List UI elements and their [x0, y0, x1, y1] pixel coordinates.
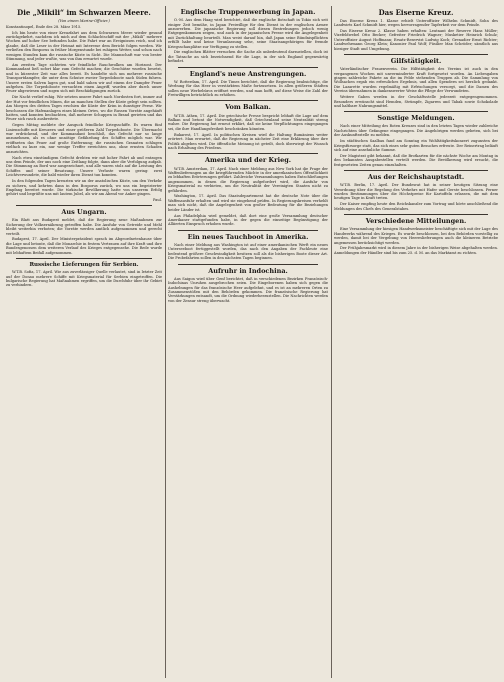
column-left [6, 6, 162, 678]
article-paragraph: Am zweiten Tage sichteten wir feindliche Rauchwolken am Horizont. Der Kommandant ließ sofort klar zum Gefecht machen; die Geschütze wurden besetzt, und in kürzester Zeit war alles bereit. Es handelte sich um mehrere russische Transportdampfer, die unter dem Schutze zweier Torpedoboote nach Süden fuhren. Unsere ersten Salven lagen gut, und bald sahen wir auf einem der Dampfer Feuer aufgehen. Die Torpedoboote versuchten einen Angriff, wurden aber durch unser Feuer abgewiesen und zogen sich mit Beschädigungen zurück. [6, 62, 162, 94]
article-paragraph: Gegen Mittag meldete der Ausguck feindliche Kriegsschiffe. Es waren fünf Linienschiffe mit Kreuzern und einer größeren Zahl Torpedoboote. Die Übermacht war erdrückend, und der Kommandant beschloß, das Gefecht nur so lange anzunehmen, als es ohne unnötige Gefährdung des Schiffes möglich war. Wir eröffneten das Feuer auf große Entfernung; die russischen Granaten schlugen vielfach zu kurz ein, nur wenige Treffer erreichten uns, ohne ernsten Schaden anzurichten. [6, 123, 162, 154]
article-headline: Vom Balkan. [225, 103, 271, 112]
article-paragraph: Ich bin heute von einer Kreuzfahrt aus dem Schwarzen Meere wieder gesund zurückgekehrt, nachdem ich mich auf dem Schlachtschiff mit der „Mikili“ mehrere Wochen auf hoher See befunden habe. Die Fahrt war an Ereignissen reich, und ich glaube, daß die Leser in der Heimat mit Interesse dem Bericht folgen werden. Wir verließen den Bosporus in früher Morgenstunde bei ruhigem Wetter, und schon nach wenigen Stunden kam die russische Küste in Sicht. Die Mannschaft war von bester Stimmung, und jeder wußte, was von ihm erwartet wurde. [6, 30, 162, 62]
article-paragraph: Eine Versammlung der hiesigen Handwerksmeister beschäftigte sich mit der Lage des Handwerks während des Krieges. Es wurde beschlossen, bei den Behörden vorstellig zu werden, damit bei der Vergebung von Heereslieferungen auch die kleineren Betriebe angemessen berücksichtigt werden. [334, 227, 498, 245]
section-separator [344, 214, 488, 215]
article-paragraph: Der Kaiser empfing heute den Reichskanzler zum Vortrag und hörte anschließend die Meldungen des Chefs des Generalstabes. [334, 202, 498, 211]
article-paragraph: Konstantinopel, Ende des 28. März 1915. [6, 24, 82, 29]
article-headline: Gilfstätigkeit. [390, 57, 442, 66]
article-paragraph: Der Frühjahrsmarkt wird in diesem Jahre in der bisherigen Weise abgehalten werden. Anmeldungen der Händler sind bis zum 25. d. M. an das Marktamt zu richten. [334, 246, 498, 255]
article-paragraph: Das Eiserne Kreuz 2. Klasse haben erhalten: Leutnant der Reserve Hans Müller; Vizefeldwebel Otto Becker; Gefreiter Friedrich Wagner; Musketier Heinrich Schulz; Unteroffizier August Hoffmann; Ersatz-Reservist Ludwig Koch; Grenadier Ernst Richter; Landwehrmann Georg Klein; Kanonier Paul Wolf; Füsilier Max Schröder; sämtlich aus hiesiger Stadt und Umgebung. [334, 29, 498, 51]
article-paragraph: Budapest, 17. April. Der Ministerpräsident sprach im Abgeordnetenhause über die Lage und betonte, daß die Monarchie in festem Vertrauen auf ihre Kraft und ihre Bundesgenossen dem weiteren Verlauf des Krieges entgegensehe. Die Rede wurde mit lebhaftem Beifall aufgenommen. [6, 237, 162, 255]
article-paragraph: W.T.B. Berlin, 17. April. Der Bundesrat hat in seiner heutigen Sitzung eine Verordnung über die Regelung des Verkehrs mit Hafer und Gerste beschlossen. Ferner wurden Bestimmungen über die Höchstpreise für Kartoffeln erlassen, die mit dem heutigen Tage in Kraft treten. [334, 183, 498, 201]
section-separator [178, 67, 318, 68]
column-middle [168, 6, 328, 678]
article-paragraph: Nach etwa einstündigem Gefecht drehten wir mit hoher Fahrt ab und entzogen uns dem Feinde, der uns noch eine Zeitlang folgte, dann aber die Verfolgung aufgab. Die Stimmung an Bord war ausgezeichnet, und alle waren stolz auf die Leistung des Schiffes und seiner Besatzung. Unsere Verluste waren gering: zwei Leichtverwundete, die bald wieder ihren Dienst tun konnten. [6, 155, 162, 178]
column-rule [331, 6, 332, 678]
article-headline: Aus Ungarn. [61, 208, 107, 217]
article-paragraph: W. Rotterdam, 17. April. Die Times berichtet, daß die Regierung beabsichtige, die Werbung für das Heer in verstärktem Maße fortzusetzen. In allen größeren Städten sollen neue Werbebüros eröffnet werden, und man hofft, auf diese Weise die Zahl der Freiwilligen beträchtlich zu erhöhen. [168, 79, 328, 98]
article-signature: Paul. [152, 198, 162, 203]
article-paragraph: Vaterländischer Frauenverein. Die Hilfstätigkeit des Vereins ist auch in den vergangenen Wochen mit unverminderter Kraft fortgesetzt worden. An Liebesgaben gingen zahlreiche Pakete an die im Felde stehenden Truppen ab. Die Sammlung von Wollsachen ergab ein erfreuliches Ergebnis, und allen Spendern sei herzlich gedankt. Die Lazarette wurden regelmäßig mit Erfrischungen versorgt, und die Damen des Vereins übernahmen in dankenswerter Weise die Pflege der Verwundeten. [334, 67, 498, 94]
article-headline: Ein neues Tauchboot in Amerika. [187, 232, 309, 241]
article-paragraph: In den folgenden Tagen kreuzten wir an der anatolischen Küste, um den Verkehr zu sichern, und kehrten dann in den Bosporus zurück, wo uns ein begeisterter Empfang bereitet wurde. Die türkische Bevölkerung hatte von unserem Erfolg gehört und begrüßte uns mit lautem Jubel, als wir am Abend vor Anker gingen. [6, 179, 162, 197]
article-headline: Russische Lieferungen für Serbien. [29, 262, 139, 269]
section-separator [16, 258, 152, 259]
section-separator [178, 264, 318, 265]
article-paragraph: W.T.B. Athen, 17. April. Die griechische Presse bespricht lebhaft die Lage auf dem Balkan und betont die Notwendigkeit, daß Griechenland seine Neutralität streng wahre. Die Regierung hat erneut erklärt, daß sie keine Verpflichtungen eingegangen sei, die ihre Handlungsfreiheit beschränken könnten. [168, 113, 328, 131]
column-right [334, 6, 498, 678]
article-headline: Das Eiserne Kreuz. [378, 8, 454, 17]
article-headline: Sonstige Meldungen. [377, 114, 455, 123]
article-headline: Aufruhr in Indochina. [208, 266, 288, 275]
article-paragraph: Im städtischen Saalbau fand am Sonntag ein Wohltätigkeitskonzert zugunsten der Kriegsfürsorge statt, das sich eines sehr guten Besuches erfreute. Der Reinertrag beläuft sich auf eine ansehnliche Summe. [334, 139, 498, 152]
article-paragraph: Der Magistrat gibt bekannt, daß die Brotkarten für die nächste Woche am Montag in den bekannten Ausgabestellen verteilt werden. Die Bevölkerung wird ersucht, die festgesetzten Zeiten genau einzuhalten. [334, 153, 498, 167]
article-paragraph: Die englischen Blätter versuchen die Sache als unbedeutend darzustellen, doch ist die Tatsache an sich bezeichnend für die Lage, in der sich England gegenwärtig befindet. [168, 50, 328, 64]
article-headline: Englische Truppenwerbung in Japan. [180, 8, 316, 16]
article-paragraph: Bukarest, 17. April. In politischen Kreisen wird die Haltung Rumäniens weiter erörtert. Man erwartet, daß die Regierung in nächster Zeit eine Erklärung über ihre Politik abgeben wird. Die öffentliche Meinung ist geteilt, doch überwiegt der Wunsch nach Erhaltung des Friedens. [168, 132, 328, 150]
section-separator [178, 100, 318, 101]
article-paragraph: Nach einer Mitteilung des Roten Kreuzes sind in den letzten Tagen wieder zahlreiche Nachrichten über Gefangene eingegangen. Die Angehörigen werden gebeten, sich bei der Auskunftsstelle zu melden. [334, 124, 498, 138]
article-headline: Verschiedene Mitteilungen. [365, 217, 467, 226]
section-separator [344, 170, 488, 171]
article-paragraph: Aus Philadelphia wird gemeldet, daß dort eine große Versammlung deutscher Amerikaner stattgefunden habe, in der gegen die einseitige Begünstigung der Alliierten Einspruch erhoben wurde. [168, 213, 328, 227]
article-subtitle: (Von einem Marine-Offizier.) [58, 18, 110, 23]
article-headline: Die „Mikili“ im Schwarzen Meere. [17, 8, 151, 17]
article-paragraph: Ein Blatt aus Budapest meldet, daß die Regierung neue Maßnahmen zur Sicherung der Volksernährung getroffen habe. Die Ausfuhr von Getreide und Mehl bleibt weiterhin verboten; die Vorräte werden amtlich aufgenommen und gerecht verteilt. [6, 218, 162, 236]
section-separator [344, 111, 488, 112]
article-paragraph: Aus Saigon wird über Genf berichtet, daß in verschiedenen Bezirken Französisch-Indochinas Unruhen ausgebrochen seien. Die Eingeborenen haben sich gegen die Aushebungen für das französische Heer aufgelehnt, und es ist an mehreren Orten zu Zusammenstößen mit den Behörden gekommen. Die französische Regierung hat Verstärkungen entsandt, um die Ordnung wiederherzustellen. Die Nachrichten werden von der Zensur streng überwacht. [168, 276, 328, 303]
article-paragraph: Nach einer Meldung aus Washington ist auf einer amerikanischen Werft ein neues Unterseeboot fertiggestellt worden, das nach den Angaben der Fachleute eine bedeutend größere Geschwindigkeit besitzen soll als die bisherigen Boote dieser Art. Die Probefahrten sollen in den nächsten Tagen beginnen. [168, 242, 328, 261]
article-paragraph: Weitere Gaben werden in der Geschäftsstelle jederzeit entgegengenommen. Besonders erwünscht sind Hemden, Strümpfe, Zigarren und Tabak sowie Schokolade und haltbare Nahrungsmittel. [334, 95, 498, 108]
section-separator [16, 205, 152, 206]
article-paragraph: Die Nacht verlief ruhig. Wir setzten unsere Fahrt nach Nordosten fort, immer auf der Hut vor feindlichen Minen, die an manchen Stellen der Küste gelegt sein sollten. Am Morgen des dritten Tages erschien die Küste der Krim in dunstiger Ferne. Wir beschossen die Hafenanlagen eines kleinen Ortes, wo die Russen Vorräte angehäuft hatten, und konnten beobachten, daß mehrere Schuppen in Brand gerieten und das Feuer sich rasch ausbreitete. [6, 95, 162, 122]
article-paragraph: W.T.B. Amsterdam, 17. April. Nach einer Meldung aus New York hat die Frage der Waffenlieferungen an die kriegführenden Mächte in der amerikanischen Öffentlichkeit zu lebhaften Erörterungen geführt. Zahlreiche Versammlungen haben Entschließungen angenommen, in denen die Regierung aufgefordert wird, die Ausfuhr von Kriegsmaterial zu verbieten, um die Neutralität der Vereinigten Staaten nicht zu gefährden. [168, 166, 328, 193]
column-rule [165, 6, 166, 678]
section-separator [178, 230, 318, 231]
article-paragraph: O.-M. Aus dem Haag wird berichtet, daß die englische Botschaft in Tokio sich seit einiger Zeit bemühe, in Japan Freiwillige für den Dienst in der englischen Armee anzuwerben. Die japanische Regierung soll diesen Bestrebungen jedoch wenig Entgegenkommen zeigen, und auch in der japanischen Presse wird die Angelegenheit mit Zurückhaltung beurteilt. Man weist darauf hin, daß Japan seine Bündnispflichten erfüllt habe und keine Veranlassung sehe, seine Staatsangehörigen für fremde Kriegsschauplätze zur Verfügung zu stellen. [168, 18, 328, 49]
article-paragraph: W.T.B. Sofia, 17. April. Wie aus zuverlässiger Quelle verlautet, sind in letzter Zeit auf der Donau mehrere Schiffe mit Kriegsmaterial für Serbien eingetroffen. Die bulgarische Regierung hat Maßnahmen ergriffen, um die Durchfuhr über ihr Gebiet zu verhindern. [6, 270, 162, 288]
article-paragraph: Washington, 17. April. Das Staatsdepartement hat die deutsche Note über die Waffenausfuhr erhalten und wird sie eingehend prüfen. In Regierungskreisen verhehlt man sich nicht, daß die Angelegenheit von großer Bedeutung für die Beziehungen beider Länder ist. [168, 194, 328, 212]
section-separator [344, 54, 488, 55]
article-headline: England's neue Anstrengungen. [189, 69, 307, 78]
article-headline: Amerika und der Krieg. [204, 156, 292, 165]
article-paragraph: Das Eiserne Kreuz 1. Klasse erhielt Unteroffizier Wilhelm Schmidt, Sohn des Landwirts Karl Schmidt hier, wegen hervorragender Tapferkeit vor dem Feinde. [334, 18, 498, 28]
section-separator [178, 153, 318, 154]
article-headline: Aus der Reichshauptstadt. [367, 173, 465, 182]
